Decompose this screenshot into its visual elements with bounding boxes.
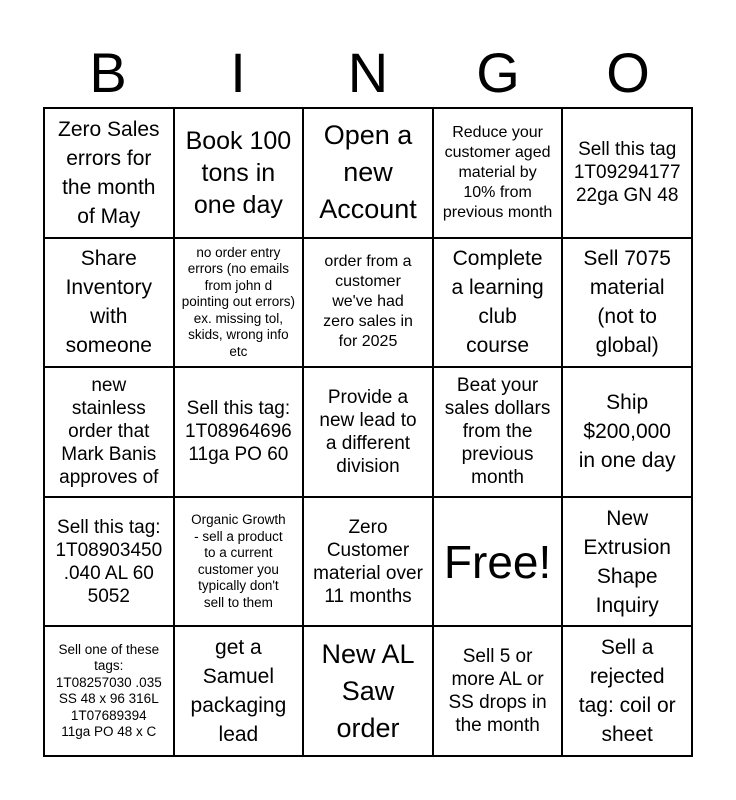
bingo-header [43,42,693,104]
bingo-cell[interactable] [433,108,563,238]
bingo-cell[interactable] [433,367,563,497]
bingo-cell[interactable] [562,238,692,368]
bingo-cell[interactable] [303,367,433,497]
bingo-cell[interactable] [303,497,433,627]
bingo-cell-text: Provide a new lead to a different division [319,386,417,477]
bingo-cell[interactable] [44,238,174,368]
bingo-cell[interactable] [562,108,692,238]
bingo-cell[interactable] [303,238,433,368]
bingo-cell-text: Sell 7075 material (not to global) [583,247,671,358]
bingo-cell-text: Book 100 tons in one day [185,126,292,219]
header-letter-i: I [230,41,246,104]
bingo-cell-text: New Extrusion Shape Inquiry [583,506,671,617]
bingo-cell[interactable] [174,238,304,368]
bingo-cell[interactable] [174,108,304,238]
bingo-cell[interactable] [303,626,433,756]
bingo-cell-free[interactable] [433,497,563,627]
bingo-cell-text: new stainless order that Mark Banis approves of [59,375,159,489]
bingo-cell-text: Sell a rejected tag: coil or sheet [578,636,676,747]
bingo-cell-text: Ship $200,000 in one day [578,391,676,473]
bingo-cell[interactable] [174,367,304,497]
bingo-card-grid [43,107,693,757]
bingo-cell-text: New AL Saw order [321,638,415,743]
bingo-cell-text: Sell this tag: 1T08964696 11ga PO 60 [185,398,292,466]
bingo-cell[interactable] [562,497,692,627]
header-letter-g: G [476,41,520,104]
bingo-cell[interactable] [174,626,304,756]
bingo-cell[interactable] [562,367,692,497]
bingo-cell-text: Sell this tag 1T09294177 22ga GN 48 [573,139,681,207]
bingo-cell-text: Reduce your customer aged material by 10% from previous month [442,123,553,221]
bingo-cell-text: Free! [443,535,552,588]
bingo-cell-text: Share Inventory with someone [65,247,152,358]
bingo-cell[interactable] [44,497,174,627]
bingo-cell[interactable] [44,108,174,238]
header-letter-b: B [89,41,127,104]
bingo-cell[interactable] [44,367,174,497]
bingo-cell-text: Sell one of these tags: 1T08257030 .035 SS 48 x 96 316L 1T07689394 11ga PO 48 x C [55,641,162,740]
bingo-cell-text: get a Samuel packaging lead [190,636,287,747]
bingo-cell-text: Sell 5 or more AL or SS drops in the month [448,646,547,737]
bingo-cell-text: Beat your sales dollars from the previous month [444,375,551,489]
bingo-cell-text: no order entry errors (no emails from john d pointing out errors) ex. missing tol, skids, wrong info etc [181,244,296,359]
bingo-cell[interactable] [44,626,174,756]
bingo-cell-text: order from a customer we've had zero sales in for 2025 [323,253,413,351]
bingo-cell-text: Zero Sales errors for the month of May [58,117,160,228]
bingo-cell[interactable] [174,497,304,627]
bingo-cell[interactable] [433,238,563,368]
bingo-cell[interactable] [303,108,433,238]
bingo-cell-text: Open a new Account [319,120,417,225]
bingo-cell[interactable] [562,626,692,756]
bingo-cell-text: Organic Growth - sell a product to a current customer you typically don't sell to them [191,512,286,610]
bingo-cell[interactable] [433,626,563,756]
bingo-cell-text: Zero Customer material over 11 months [313,516,423,607]
header-letter-o: O [606,41,650,104]
bingo-cell-text: Sell this tag: 1T08903450 .040 AL 60 5052 [55,516,163,607]
bingo-cell-text: Complete a learning club course [451,247,544,358]
header-letter-n: N [347,41,389,104]
